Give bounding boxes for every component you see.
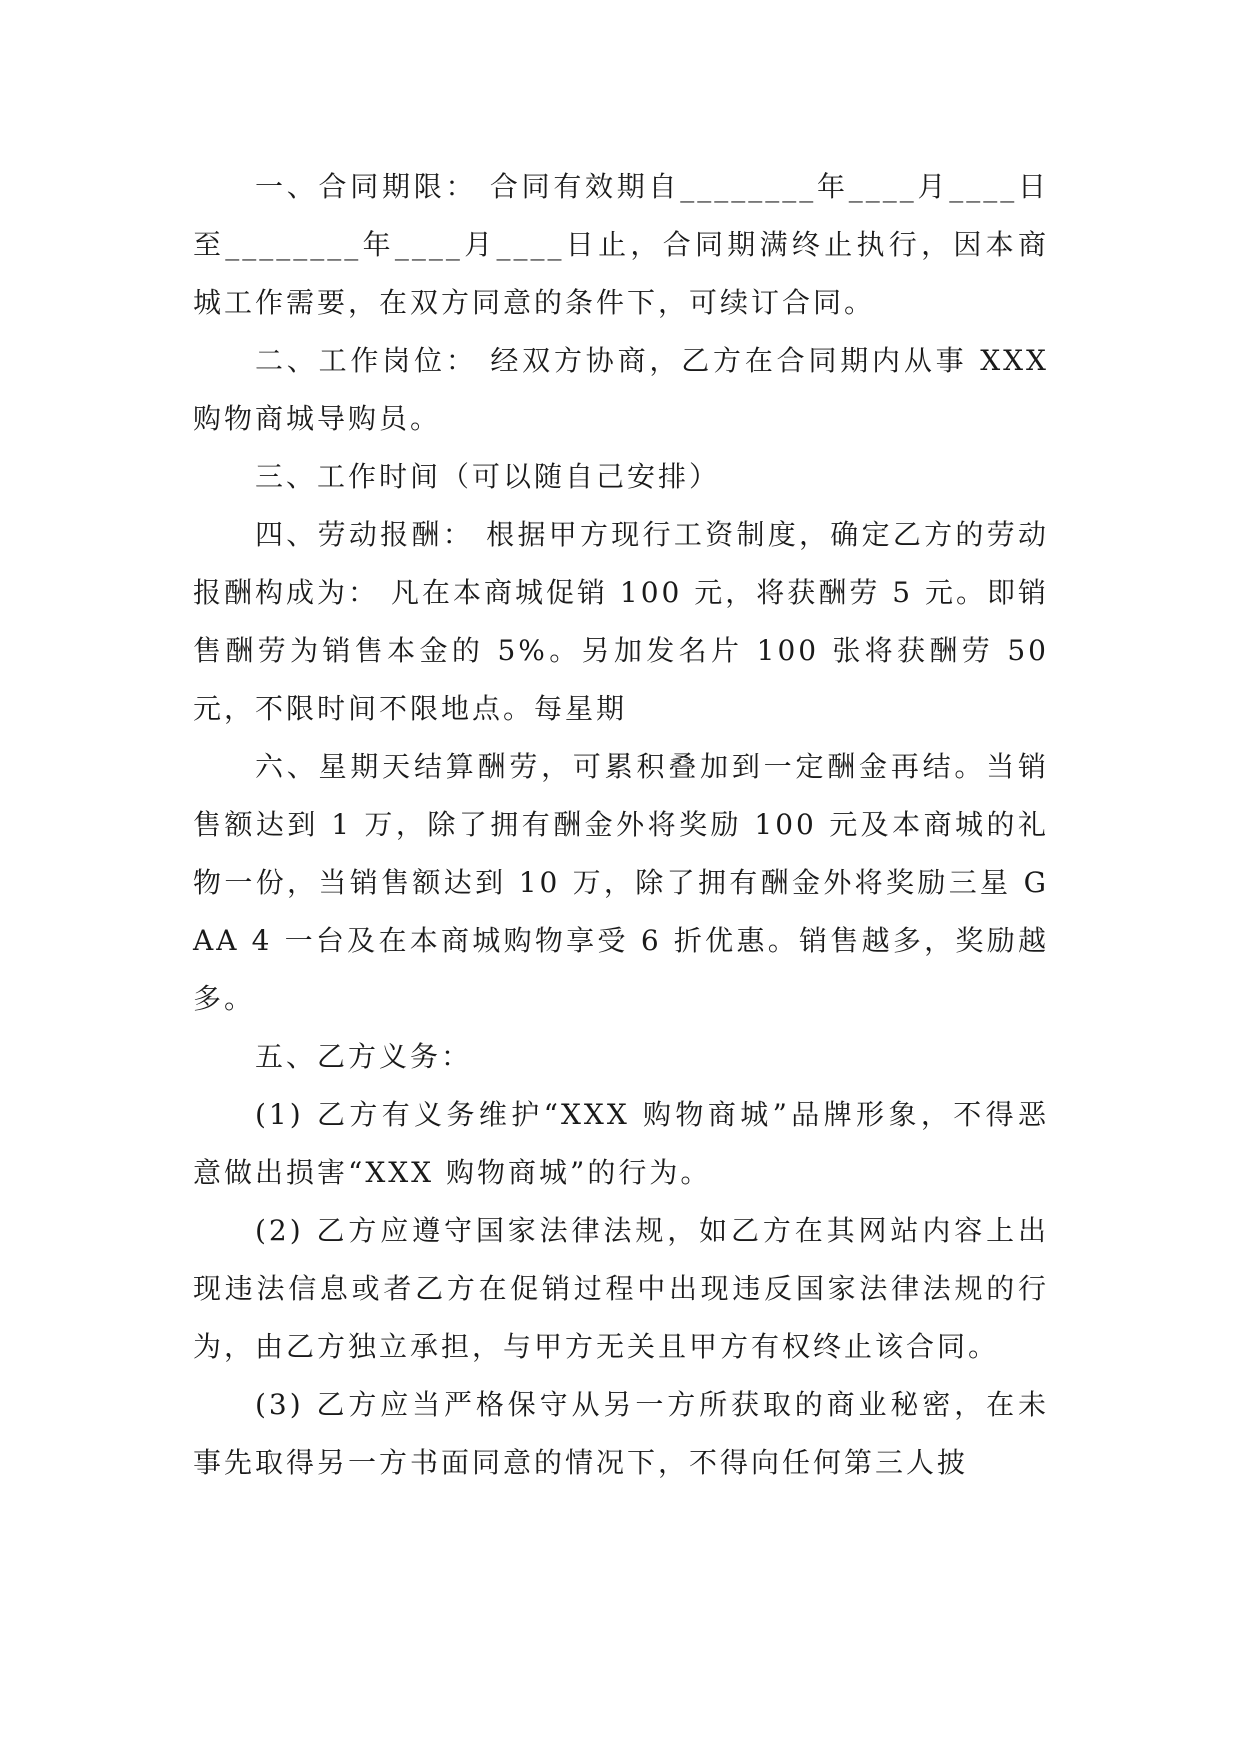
paragraph-obligation-1: (1) 乙方有义务维护“XXX 购物商城”品牌形象，不得恶意做出损害“XXX 购物商城”的行为。 xyxy=(193,1098,1049,1189)
paragraph-party-b-obligations: 五、乙方义务： xyxy=(255,1040,473,1073)
paragraph-obligation-3: (3) 乙方应当严格保守从另一方所获取的商业秘密，在未事先取得另一方书面同意的情况下，不得向任何第三人披 xyxy=(193,1388,1049,1479)
paragraph-remuneration: 四、劳动报酬： 根据甲方现行工资制度，确定乙方的劳动报酬构成为： 凡在本商城促销 100 元，将获酬劳 5 元。即销售酬劳为销售本金的 5%。另加发名片 100 张将获酬劳 50 元，不限时间不限地点。每星期 xyxy=(193,518,1049,725)
paragraph-settlement: 六、星期天结算酬劳，可累积叠加到一定酬金再结。当销售额达到 1 万，除了拥有酬金外将奖励 100 元及本商城的礼物一份，当销售额达到 10 万，除了拥有酬金外将奖励三星 GAA 4 一台及在本商城购物享受 6 折优惠。销售越多，奖励越多。 xyxy=(193,750,1049,1015)
paragraph-work-hours: 三、工作时间（可以随自己安排） xyxy=(255,460,721,493)
paragraph-job-position: 二、工作岗位： 经双方协商，乙方在合同期内从事 XXX 购物商城导购员。 xyxy=(193,344,1049,435)
paragraph-contract-term: 一、合同期限： 合同有效期自________年____月____日至________年____月____日止，合同期满终止执行，因本商城工作需要，在双方同意的条件下，可续订合同。 xyxy=(193,170,1049,319)
paragraph-obligation-2: (2) 乙方应遵守国家法律法规，如乙方在其网站内容上出现违法信息或者乙方在促销过程中出现违反国家法律法规的行为，由乙方独立承担，与甲方无关且甲方有权终止该合同。 xyxy=(193,1214,1049,1363)
document-body xyxy=(193,158,1049,1492)
